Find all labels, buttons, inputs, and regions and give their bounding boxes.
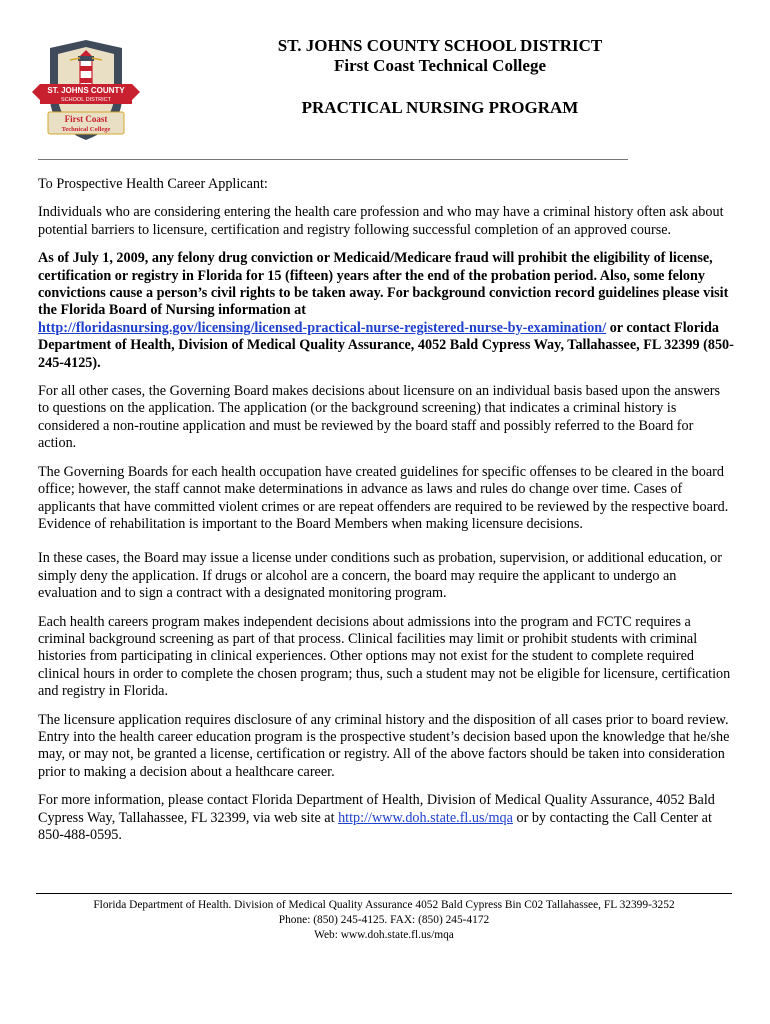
letter-body	[38, 176, 734, 855]
logo-text-county: ST. JOHNS COUNTY	[47, 86, 125, 95]
paragraph-board-conditions: In these cases, the Board may issue a license under conditions such as probation, supervision, or additional education, or simply deny the application. If drugs or alcohol are a concern, the board may require the applicant to undergo an evaluation and to sign a contract with a designated monitoring program.	[38, 550, 722, 602]
footer-address: Florida Department of Health. Division of Medical Quality Assurance 4052 Bald Cypress Bin C02 Tallahassee, FL 32399-3252	[93, 899, 675, 911]
felony-notice-contact: or contact Florida Department of Health, Division of Medical Quality Assurance, 4052 Bald Cypress Way, Tallahassee, FL 32399 (850-245-4125).	[38, 319, 734, 371]
document-header	[210, 36, 670, 118]
felony-notice-text: As of July 1, 2009, any felony drug conviction or Medicaid/Medicare fraud will prohibit the eligibility of license, certification or registry in Florida for 15 (fifteen) years after the end of the probation period. Also, some felony convictions cause a person’s civil rights to be taken away. For background conviction record guidelines please visit the Florida Board of Nursing information at	[38, 250, 729, 319]
paragraph-more-info	[38, 792, 734, 844]
more-info-call-center: or by contacting the Call Center at 850-488-0595.	[38, 809, 712, 843]
document-footer	[36, 898, 732, 943]
logo-text-district: SCHOOL DISTRICT	[61, 97, 111, 103]
doh-mqa-link[interactable]: http://www.doh.state.fl.us/mqa	[338, 809, 513, 826]
paragraph-program-decisions: Each health careers program makes independent decisions about admissions into the program and FCTC requires a criminal background screening as part of that process. Clinical facilities may limit or prohibit students with criminal histories from participating in clinical experiences. Other options may not exist for the student to complete required clinical hours in order to complete the chosen program; thus, such a student may not be eligible for licensure, certification and registry in Florida.	[38, 613, 731, 700]
footer-phone-fax: Phone: (850) 245-4125. FAX: (850) 245-4172	[278, 914, 490, 926]
district-title: ST. JOHNS COUNTY SCHOOL DISTRICT	[277, 36, 603, 55]
paragraph-disclosure: The licensure application requires disclosure of any criminal history and the disposition of all cases prior to board review. Entry into the health career education program is the prospective student’s decision based upon the knowledge that he/she may, or may not, be granted a license, certification or registry. All of the above factors should be taken into consideration prior to making a decision about a healthcare career.	[38, 711, 730, 780]
logo-emblem-icon	[30, 36, 142, 146]
paragraph-other-cases: For all other cases, the Governing Board makes decisions about licensure on an individual basis based upon the answers to questions on the application. The application (or the background screening) that indicates a criminal history is considered a non-routine application and must be reviewed by the board staff and possibly referred to the Board for action.	[38, 383, 721, 452]
salutation: To Prospective Health Career Applicant:	[38, 176, 268, 192]
footer-divider	[36, 893, 732, 894]
school-logo	[30, 36, 142, 146]
logo-text-technical-college: Technical College	[61, 126, 111, 133]
paragraph-governing-boards: The Governing Boards for each health occupation have created guidelines for specific offenses to be cleared in the board office; however, the staff cannot make determinations in advance as laws and rules do change over time. Cases of applicants that have committed violent crimes or are repeat offenders are required to be reviewed by the respective board. Evidence of rehabilitation is important to the Board Members when making licensure decisions.	[38, 463, 729, 532]
header-divider	[38, 159, 628, 160]
more-info-text: For more information, please contact Florida Department of Health, Division of Medical Quality Assurance, 4052 Bald Cypress Way, Tallahassee, FL 32399, via web site at	[38, 792, 715, 826]
program-title: PRACTICAL NURSING PROGRAM	[301, 98, 579, 117]
footer-web: Web: www.doh.state.fl.us/mqa	[314, 929, 454, 941]
logo-text-first-coast: First Coast	[64, 114, 108, 124]
college-title: First Coast Technical College	[333, 56, 546, 75]
paragraph-felony-notice	[38, 250, 734, 372]
paragraph-intro: Individuals who are considering entering the health care profession and who may have a criminal history often ask about potential barriers to licensure, certification and registry following successful completion of an approved course.	[38, 204, 724, 238]
board-of-nursing-link[interactable]: http://floridasnursing.gov/licensing/licensed-practical-nurse-registered-nurse-by-examination/	[38, 319, 607, 336]
